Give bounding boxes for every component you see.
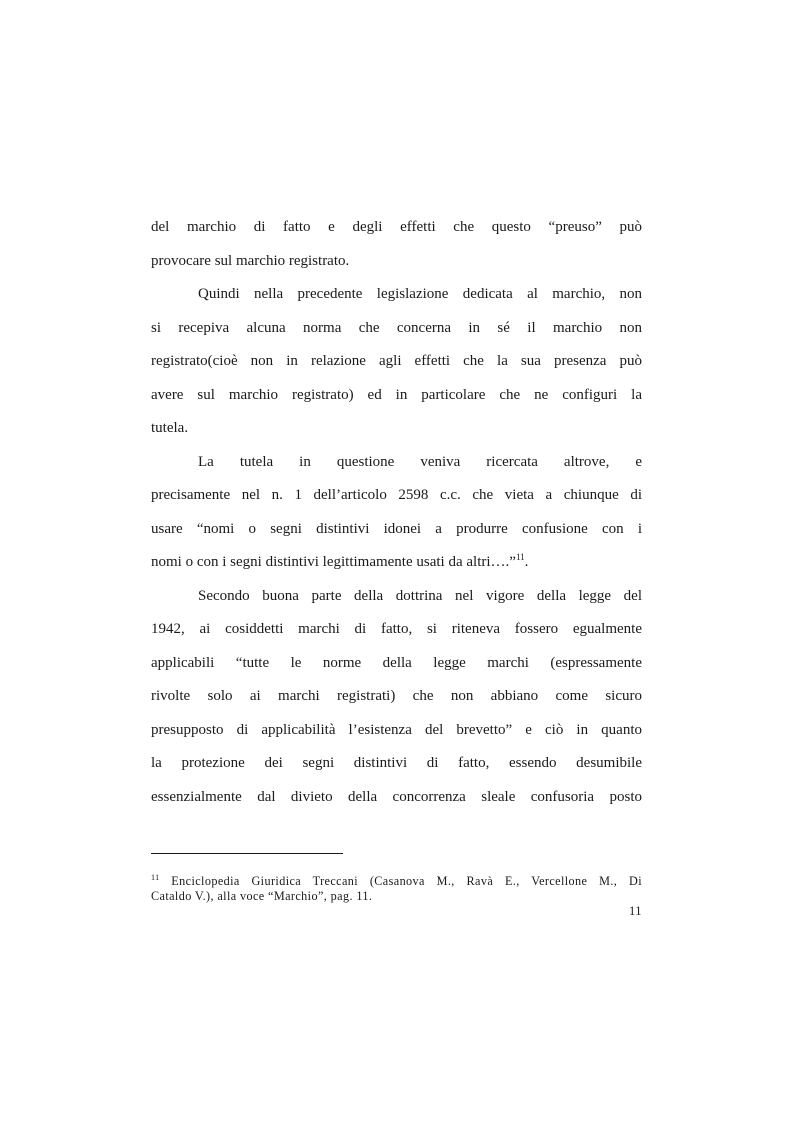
footnote-line: Cataldo V.), alla voce “Marchio”, pag. 11. (151, 889, 373, 903)
text-line: rivolte solo ai marchi registrati) che non abbiano come sicuro (151, 688, 642, 704)
footnote-separator (151, 853, 343, 854)
text-line: provocare sul marchio registrato. (151, 252, 350, 269)
footnote-reference[interactable]: 11 (515, 552, 525, 562)
text-line: Secondo buona parte della dottrina nel vigore della legge del (198, 587, 642, 604)
text-line: registrato(cioè non in relazione agli effetti che la sua presenza può (151, 353, 642, 369)
text-line: la protezione dei segni distintivi di fatto, essendo desumibile (151, 755, 642, 771)
text-line: precisamente nel n. 1 dell’articolo 2598 c.c. che vieta a chiunque di (151, 487, 642, 503)
text-line: si recepiva alcuna norma che concerna in sé il marchio non (151, 319, 642, 336)
text-line: applicabili “tutte le norme della legge marchi (espressamente (151, 654, 642, 671)
text-line: presupposto di applicabilità l’esistenza del brevetto” e ciò in quanto (151, 721, 642, 738)
text-line-with-footnote-ref (151, 546, 642, 580)
footnote-text: Enciclopedia Giuridica Treccani (Casanova M., Ravà E., Vercellone M., Di (171, 874, 642, 888)
text-line: tutela. (151, 420, 189, 436)
body-text (151, 211, 642, 814)
page-number: 11 (628, 904, 642, 918)
footnote-line (151, 874, 642, 889)
text-line: essenzialmente dal divieto della concorrenza sleale confusoria posto (151, 788, 642, 805)
text-line: avere sul marchio registrato) ed in particolare che ne configuri la (151, 386, 642, 403)
text-line: Quindi nella precedente legislazione dedicata al marchio, non (198, 286, 642, 302)
footnote-number: 11 (151, 873, 160, 882)
text-line-content: nomi o con i segni distintivi legittimamente usati da altri….” (151, 554, 516, 570)
text-line: 1942, ai cosiddetti marchi di fatto, si riteneva fossero egualmente (151, 621, 642, 637)
sentence-end: . (524, 554, 529, 570)
text-line: La tutela in questione veniva ricercata altrove, e (198, 453, 642, 470)
text-line: del marchio di fatto e degli effetti che questo “preuso” può (151, 219, 642, 235)
text-line: usare “nomi o segni distintivi idonei a produrre confusione con i (151, 520, 642, 537)
footnote (151, 874, 642, 904)
